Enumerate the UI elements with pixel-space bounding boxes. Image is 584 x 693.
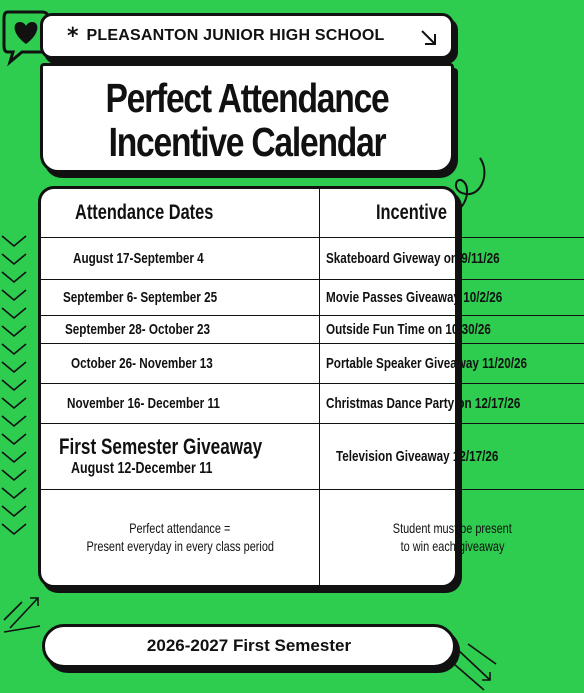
burst-lines-icon (0, 586, 48, 636)
column-header-incentive: Incentive (320, 189, 584, 237)
chevron-icon (0, 232, 32, 552)
table-cell-incentive: Movie Passes Giveaway 10/2/26 (320, 279, 584, 315)
burst-lines-icon (450, 640, 503, 693)
page-title-line1: Perfect Attendance (105, 75, 389, 121)
table-cell-dates: November 16- December 11 (41, 383, 320, 423)
semester-label: 2026-2027 First Semester (146, 636, 352, 655)
table-header-row (41, 189, 584, 237)
table-cell-incentive: Christmas Dance Party on 12/17/26 (320, 383, 584, 423)
column-header-dates: Attendance Dates (41, 189, 320, 237)
table-row (41, 383, 584, 423)
table-cell-dates: September 28- October 23 (41, 315, 320, 343)
attendance-rule-note: Perfect attendance = Present everyday in every class period (41, 489, 320, 585)
semester-giveaway-cell (41, 423, 320, 489)
arrow-down-right-icon (419, 28, 439, 48)
semester-banner (42, 624, 456, 668)
table-cell-incentive: Skateboard Giveway on 9/11/26 (320, 237, 584, 279)
table-cell-dates: October 26- November 13 (41, 343, 320, 383)
table-cell-dates: August 17-September 4 (41, 237, 320, 279)
table-row-notes (41, 489, 584, 585)
page-title-line2: Incentive Calendar (108, 119, 386, 165)
title-card (40, 63, 454, 173)
table-cell-dates: September 6- September 25 (41, 279, 320, 315)
table-row (41, 279, 584, 315)
semester-giveaway-title: First Semester Giveaway (59, 434, 263, 459)
table-cell-incentive: Outside Fun Time on 10/30/26 (320, 315, 584, 343)
school-name-banner (40, 13, 454, 59)
star-icon: * (67, 23, 79, 49)
table-row (41, 315, 584, 343)
incentive-table (41, 189, 584, 585)
table-cell-incentive: Television Giveaway 12/17/26 (320, 423, 584, 489)
table-row (41, 237, 584, 279)
table-row (41, 343, 584, 383)
table-row-semester (41, 423, 584, 489)
table-cell-incentive: Portable Speaker Giveaway 11/20/26 (320, 343, 584, 383)
incentive-table-card (38, 186, 528, 588)
school-name: PLEASANTON JUNIOR HIGH SCHOOL (86, 27, 385, 44)
present-rule-note: Student must be present to win each giveaway (320, 489, 584, 585)
semester-giveaway-dates: August 12-December 11 (71, 460, 213, 477)
